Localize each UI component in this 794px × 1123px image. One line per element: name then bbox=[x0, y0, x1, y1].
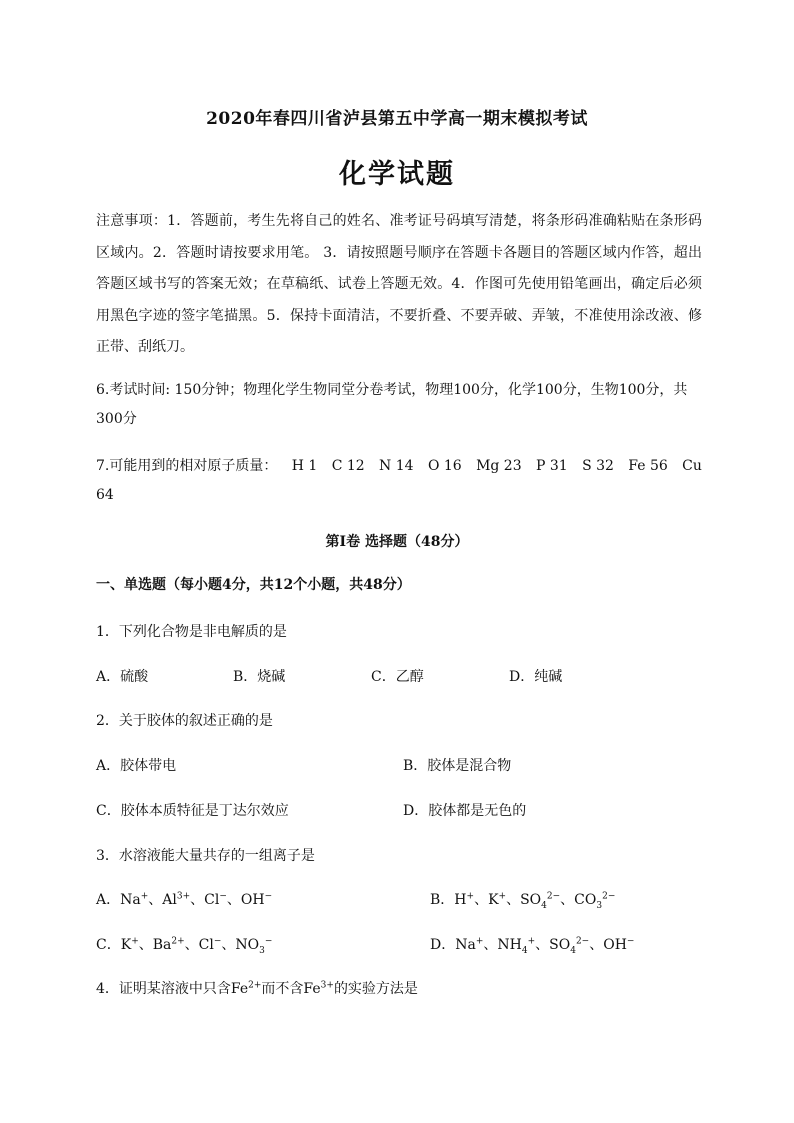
q3-option-a: A．Na+、$Al^{3+}$、Cl−、OH− bbox=[96, 891, 273, 908]
question-2-stem: 2．关于胶体的叙述正确的是 bbox=[96, 713, 273, 729]
part-heading: 一、单选题（每小题4分，共12个小题，共48分） bbox=[96, 577, 411, 593]
atom-p: P 31 bbox=[536, 458, 568, 474]
q1-option-d: D．纯碱 bbox=[509, 669, 563, 685]
q3-option-c: C．K+、$Ba^{2+}$、Cl−、$NO_3^-$ bbox=[96, 936, 273, 956]
atom-cu-value: 64 bbox=[96, 487, 114, 503]
question-4-stem: 4．证明某溶液中只含$Fe^{2+}$而不含$Fe^{3+}$的实验方法是 bbox=[96, 980, 418, 997]
section-title: 第I卷 选择题（48分） bbox=[325, 534, 469, 550]
atomic-mass-row bbox=[96, 452, 702, 481]
atom-cu: Cu bbox=[682, 458, 702, 474]
q1-option-b: B．烧碱 bbox=[233, 669, 286, 685]
subject-title: 化学试题 bbox=[339, 159, 455, 190]
q2-option-b: B．胶体是混合物 bbox=[403, 758, 512, 774]
q3-option-b: B．H+、K+、$SO_4^{2-}$、$CO_3^{2-}$ bbox=[430, 891, 616, 911]
atom-c: C 12 bbox=[331, 458, 365, 474]
q3-option-d: D．Na+、$NH_4^+$、$SO_4^{2-}$、OH− bbox=[430, 936, 635, 956]
atom-h: H 1 bbox=[291, 458, 318, 474]
atom-fe: Fe 56 bbox=[628, 458, 668, 474]
atom-mg: Mg 23 bbox=[476, 458, 522, 474]
exam-time-note: 6.考试时间: 150分钟；物理化学生物同堂分卷考试，物理100分，化学100分，生物100分，共300分 bbox=[96, 382, 688, 427]
instructions-block: 注意事项：1．答题前，考生先将自己的姓名、准考证号码填写清楚，将条形码准确粘贴在条形码区域内。2．答题时请按要求用笔。 3．请按照题号顺序在答题卡各题目的答题区域内作答，超出答题区域书写的答案无效；在草稿纸、试卷上答题无效。4．作图可先使用铅笔画出，确定后必须用黑色字迹的签字笔描黑。5．保持卡面清洁，不要折叠、不要弄破、弄皱，不准使用涂改液、修正带、刮纸刀。 bbox=[96, 213, 702, 355]
q1-option-a: A．硫酸 bbox=[96, 669, 149, 685]
question-3-stem: 3．水溶液能大量共存的一组离子是 bbox=[96, 848, 315, 864]
atom-s: S 32 bbox=[582, 458, 614, 474]
q2-option-d: D．胶体都是无色的 bbox=[403, 803, 527, 819]
q2-option-c: C．胶体本质特征是丁达尔效应 bbox=[96, 803, 289, 819]
q2-option-a: A．胶体带电 bbox=[96, 758, 177, 774]
atom-o: O 16 bbox=[427, 458, 462, 474]
question-1-stem: 1．下列化合物是非电解质的是 bbox=[96, 624, 287, 640]
atom-n: N 14 bbox=[379, 458, 414, 474]
q1-option-c: C．乙醇 bbox=[371, 669, 424, 685]
atomic-mass-note bbox=[96, 452, 702, 510]
atomic-mass-label: 7.可能用到的相对原子质量： bbox=[96, 458, 278, 474]
exam-title: 2020年春四川省泸县第五中学高一期末模拟考试 bbox=[206, 109, 588, 129]
